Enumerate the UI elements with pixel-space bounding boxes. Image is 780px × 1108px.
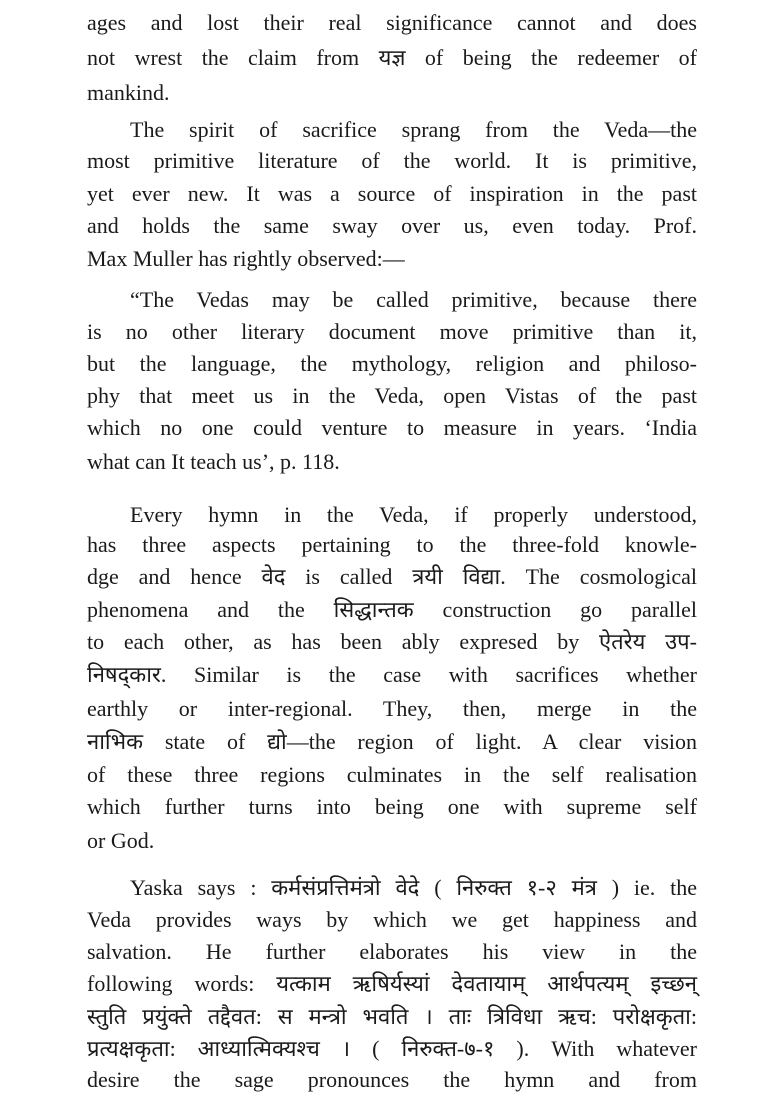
text-line: which further turns into being one with supreme self: [87, 794, 697, 819]
text-line: निषद्कार. Similar is the case with sacrifices whether: [87, 662, 697, 687]
text-line: not wrest the claim from यज्ञ of being the redeemer of: [87, 45, 697, 70]
text-line: स्तुति प्रयुंक्ते तद्दैवत: स मन्त्रो भवति । ताः त्रिविधा ऋच: परोक्षकृता:: [87, 1004, 697, 1029]
text-line: or God.: [87, 828, 155, 853]
text-line: of these three regions culminates in the self realisation: [87, 762, 697, 787]
text-line: salvation. He further elaborates his view in the: [87, 939, 697, 964]
text-line: has three aspects pertaining to the three-fold knowle-: [87, 532, 697, 557]
text-line: what can It teach us’, p. 118.: [87, 449, 340, 474]
text-line: The spirit of sacrifice sprang from the Veda—the: [130, 117, 697, 142]
text-line: Yaska says : कर्मसंप्रत्तिमंत्रो वेदे ( निरुक्त १-२ मंत्र ) ie. the: [130, 875, 697, 900]
text-line: yet ever new. It was a source of inspiration in the past: [87, 181, 697, 206]
text-line: but the language, the mythology, religion and philoso-: [87, 351, 697, 376]
text-line: प्रत्यक्षकृता: आध्यात्मिक्यश्च । ( निरुक्त-७-१ ). With whatever: [87, 1036, 697, 1061]
text-line: Max Muller has rightly observed:—: [87, 246, 405, 271]
text-line: mankind.: [87, 80, 170, 105]
text-line: Every hymn in the Veda, if properly understood,: [130, 502, 697, 527]
text-line: which no one could venture to measure in years. ‘India: [87, 415, 697, 440]
text-line: desire the sage pronounces the hymn and from: [87, 1067, 697, 1092]
text-line: नाभिक state of द्यो—the region of light. A clear vision: [87, 729, 697, 754]
text-line: dge and hence वेद is called त्रयी विद्या. The cosmological: [87, 564, 697, 589]
text-line: Veda provides ways by which we get happiness and: [87, 907, 697, 932]
text-line: phy that meet us in the Veda, open Vistas of the past: [87, 383, 697, 408]
text-line: is no other literary document move primitive than it,: [87, 319, 697, 344]
text-line: “The Vedas may be called primitive, because there: [130, 287, 697, 312]
text-line: earthly or inter-regional. They, then, merge in the: [87, 696, 697, 721]
text-line: and holds the same sway over us, even today. Prof.: [87, 213, 697, 238]
text-line: phenomena and the सिद्धान्तक construction go parallel: [87, 597, 697, 622]
text-line: ages and lost their real significance cannot and does: [87, 10, 697, 35]
text-line: following words: यत्काम ऋषिर्यस्यां देवतायाम् आर्थपत्यम् इच्छन्: [87, 971, 697, 996]
text-line: most primitive literature of the world. It is primitive,: [87, 148, 697, 173]
text-line: to each other, as has been ably expresed by ऐतरेय उप-: [87, 629, 697, 654]
